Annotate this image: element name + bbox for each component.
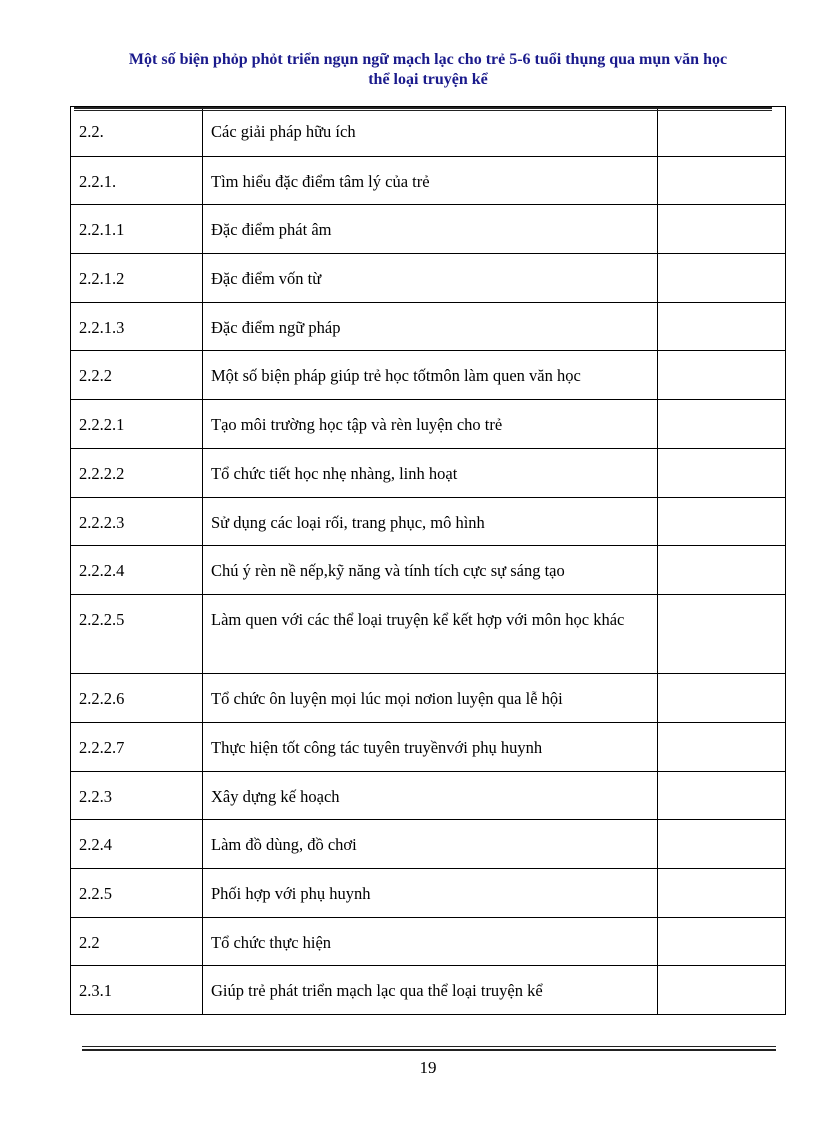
toc-section-title-text: Tìm hiểu đặc điểm tâm lý của trẻ: [211, 172, 430, 191]
toc-section-title: [203, 205, 658, 254]
toc-page-cell: [658, 303, 786, 351]
toc-section-title-text: Thực hiện tốt công tác tuyên truyềnvới phụ huynh: [211, 738, 543, 757]
toc-section-number: [71, 772, 203, 820]
toc-section-title-text: Phối hợp với phụ huynh: [211, 884, 371, 903]
header-double-rule: [74, 107, 772, 111]
toc-section-number-text: 2.3.1: [79, 981, 112, 1000]
toc-row: [71, 157, 786, 205]
toc-section-number-text: 2.2.4: [79, 835, 112, 854]
toc-section-title-text: Xây dựng kế hoạch: [211, 787, 340, 806]
toc-section-number: [71, 498, 203, 546]
toc-section-title: [203, 595, 658, 674]
toc-page-cell: [658, 820, 786, 869]
toc-page-cell: [658, 205, 786, 254]
table-of-contents: [70, 106, 786, 1015]
toc-row: [71, 303, 786, 351]
toc-row: [71, 723, 786, 772]
toc-section-number-text: 2.2.2.3: [79, 513, 125, 532]
toc-section-title-text: Một số biện pháp giúp trẻ học tốtmôn làm quen văn học: [211, 366, 581, 385]
toc-row: [71, 205, 786, 254]
toc-section-number-text: 2.2.5: [79, 884, 112, 903]
toc-row: [71, 674, 786, 723]
toc-section-number-text: 2.2.1.: [79, 172, 117, 191]
toc-section-title: [203, 107, 658, 157]
toc-page-cell: [658, 723, 786, 772]
toc-page-cell: [658, 772, 786, 820]
toc-row: [71, 772, 786, 820]
header-title-line-1: Một số biện phỏp phỏt triển ngụn ngữ mạch lạc cho trẻ 5-6 tuổi thụng qua mụn văn học: [128, 51, 728, 68]
toc-body: [71, 107, 786, 1015]
toc-section-number-text: 2.2.1.1: [79, 220, 125, 239]
toc-section-number: [71, 303, 203, 351]
footer-double-rule: [82, 1046, 776, 1051]
toc-section-number: [71, 107, 203, 157]
toc-section-title: [203, 400, 658, 449]
toc-page-cell: [658, 400, 786, 449]
toc-section-title: [203, 303, 658, 351]
toc-section-title: [203, 723, 658, 772]
toc-row: [71, 400, 786, 449]
toc-section-number: [71, 918, 203, 966]
toc-section-title-text: Tổ chức thực hiện: [211, 933, 332, 952]
toc-section-number-text: 2.2.2.2: [79, 464, 125, 483]
toc-section-title-text: Tổ chức tiết học nhẹ nhàng, linh hoạt: [211, 464, 458, 483]
toc-section-number-text: 2.2.2.1: [79, 415, 125, 434]
toc-row: [71, 869, 786, 918]
toc-page-cell: [658, 674, 786, 723]
toc-section-title: [203, 772, 658, 820]
toc-section-number-text: 2.2.: [79, 122, 104, 141]
toc-section-number-text: 2.2.2: [79, 366, 112, 385]
toc-section-number: [71, 966, 203, 1015]
toc-row: [71, 546, 786, 595]
toc-page-cell: [658, 546, 786, 595]
toc-page-cell: [658, 498, 786, 546]
toc-section-title: [203, 546, 658, 595]
toc-section-title: [203, 918, 658, 966]
toc-row: [71, 966, 786, 1015]
toc-section-number: [71, 351, 203, 400]
toc-section-number: [71, 254, 203, 303]
toc-row: [71, 107, 786, 157]
toc-section-number: [71, 157, 203, 205]
toc-section-number: [71, 820, 203, 869]
toc-section-title-text: Đặc điểm ngữ pháp: [211, 318, 341, 337]
toc-section-title: [203, 869, 658, 918]
page-header-title: [60, 50, 796, 90]
toc-section-number: [71, 449, 203, 498]
toc-section-number-text: 2.2.2.4: [79, 561, 125, 580]
toc-section-number: [71, 674, 203, 723]
toc-section-number: [71, 546, 203, 595]
toc-section-title: [203, 498, 658, 546]
toc-section-title-text: Các giải pháp hữu ích: [211, 122, 356, 141]
toc-section-number: [71, 400, 203, 449]
toc-page-cell: [658, 254, 786, 303]
toc-row: [71, 498, 786, 546]
toc-section-title: [203, 449, 658, 498]
toc-section-title: [203, 351, 658, 400]
toc-row: [71, 351, 786, 400]
header-title-line-2: thể loại truyện kể: [368, 71, 488, 88]
toc-section-number-text: 2.2.1.2: [79, 269, 125, 288]
toc-section-title-text: Làm đồ dùng, đồ chơi: [211, 835, 357, 854]
page-number: 19: [419, 1058, 437, 1077]
toc-section-number-text: 2.2: [79, 933, 100, 952]
toc-page-cell: [658, 449, 786, 498]
toc-page-cell: [658, 966, 786, 1015]
toc-page-cell: [658, 869, 786, 918]
toc-section-number-text: 2.2.2.6: [79, 689, 125, 708]
toc-section-title-text: Đặc điểm phát âm: [211, 220, 332, 239]
toc-section-title: [203, 674, 658, 723]
toc-section-title-text: Giúp trẻ phát triển mạch lạc qua thể loại truyện kể: [211, 981, 543, 1000]
toc-row: [71, 254, 786, 303]
toc-section-title-text: Làm quen với các thể loại truyện kể kết hợp với môn học khác: [211, 610, 625, 629]
toc-page-cell: [658, 157, 786, 205]
toc-section-number: [71, 595, 203, 674]
toc-section-title: [203, 966, 658, 1015]
toc-row: [71, 449, 786, 498]
toc-section-title-text: Tổ chức ôn luyện mọi lúc mọi nơion luyện qua lễ hội: [211, 689, 563, 708]
toc-page-cell: [658, 107, 786, 157]
toc-section-title-text: Sử dụng các loại rối, trang phục, mô hình: [211, 513, 485, 532]
toc-page-cell: [658, 595, 786, 674]
toc-row: [71, 918, 786, 966]
toc-section-title-text: Tạo môi trường học tập và rèn luyện cho trẻ: [211, 415, 503, 434]
toc-row: [71, 595, 786, 674]
toc-section-title: [203, 820, 658, 869]
toc-section-number: [71, 205, 203, 254]
toc-section-number: [71, 723, 203, 772]
toc-section-title-text: Chú ý rèn nề nếp,kỹ năng và tính tích cực sự sáng tạo: [211, 561, 565, 580]
toc-section-title: [203, 157, 658, 205]
toc-section-number-text: 2.2.2.5: [79, 610, 125, 629]
toc-section-title-text: Đặc điểm vốn từ: [211, 269, 322, 288]
toc-section-number-text: 2.2.3: [79, 787, 112, 806]
toc-row: [71, 820, 786, 869]
toc-section-number-text: 2.2.1.3: [79, 318, 125, 337]
toc-page-cell: [658, 918, 786, 966]
toc-page-cell: [658, 351, 786, 400]
toc-section-title: [203, 254, 658, 303]
toc-section-number-text: 2.2.2.7: [79, 738, 125, 757]
toc-section-number: [71, 869, 203, 918]
